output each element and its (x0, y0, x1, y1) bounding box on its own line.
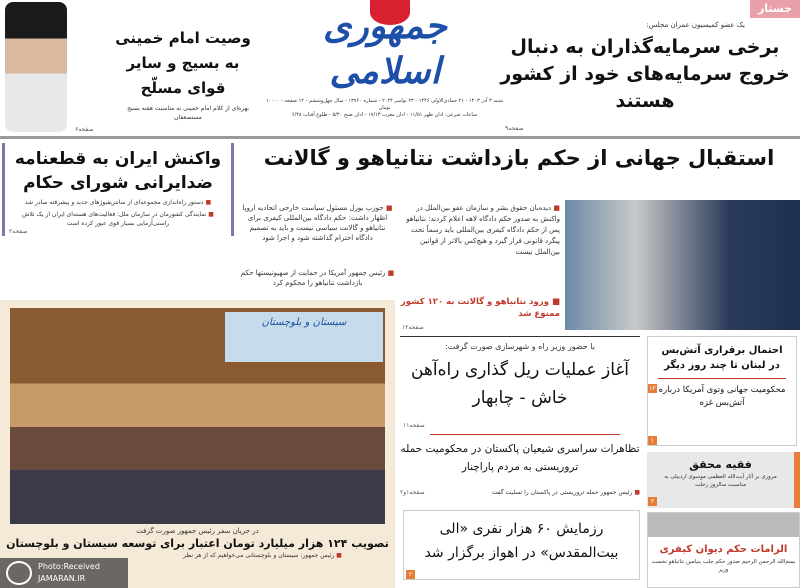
page-ref: ۱ (648, 436, 657, 445)
watermark (0, 558, 128, 588)
editorial-box (647, 512, 800, 588)
sub-text: مروری بر آثار آیت‌الله العظمی موسوی اردبیلی به مناسبت سالروز رحلت (664, 474, 777, 488)
headline-imam-will[interactable]: وصیت امام خمینی به بسیج و سایر قوای مسلّح (115, 29, 251, 97)
jamaran-logo-icon (6, 561, 32, 585)
page-ref: ۱۲ (649, 385, 656, 392)
headline-investors[interactable]: برخی سرمایه‌گذاران به دنبال خروج سرمایه‌های خود از کشور هستند (500, 36, 790, 112)
sistan-headline[interactable]: تصویب ۱۲۴ هزار میلیارد تومان اعتبار برای توسعه سیستان و بلوچستان (6, 537, 389, 550)
imam-sub: بهره‌ای از کلام امام خمینی به مناسبت هفته بسیج مستضعفان (127, 105, 249, 121)
sub-text: ■ رئیس جمهور: سیستان و بلوچستانی می‌خواهیم که از هر نظر (135, 551, 390, 560)
pakistan-sub-row (400, 488, 640, 497)
divider (430, 434, 620, 435)
netanyahu-gallant-photo (565, 200, 800, 330)
masthead (0, 0, 800, 135)
banner: سیستان و بلوچستان (225, 312, 383, 362)
col2-text: ■ جوزپ بورل مسئول سیاست خارجی اتحادیه اروپا اظهار داشت: حکم دادگاه بین‌المللی کیفری برای نتانیاهو و گالانت سیاسی نیست و باید به تصمیم دادگاه احترام گذاشته شود و اجرا شود (240, 203, 395, 243)
kicker: یک عضو کمیسیون عمران مجلس: (646, 21, 745, 29)
editorial-banner (648, 513, 799, 537)
page-ref: صفحه۱۲ (402, 324, 424, 331)
editorial-headline[interactable]: الزامات حکم دیوان کیفری (659, 544, 788, 555)
kicker: در جریان سفر رئیس جمهور صورت گرفت (136, 527, 259, 535)
faqih-headline[interactable]: فقیه محقق (689, 458, 752, 471)
photo-credit: Photo:Received (38, 562, 100, 571)
photo-story (0, 300, 395, 588)
prayer-times: ساعات شرعی: اذان ظهر ۱۱/۵۱ - اذان مغرب ۱۷/۱۳ - اذان صبح ۵/۳۰ - طلوع آفتاب ۶/۴۸ (291, 112, 478, 118)
iran-reaction-headline[interactable]: واکنش ایران به قطعنامه ضدایرانی شورای حکام (14, 149, 222, 193)
site-credit: JAMARAN.IR (38, 574, 86, 583)
col1-sub[interactable]: ■ ورود نتانیاهو و گالانت به ۱۲۰ کشور ممنوع شد (400, 296, 560, 320)
sub-text: ■ رئیس جمهور حمله تروریستی در پاکستان را تسلیت گفت (492, 488, 640, 497)
gaza-headline[interactable]: محکومیت جهانی وتوی آمریکا درباره آتش‌بس غزه (658, 385, 786, 408)
bullet-item: ■ نمایندگی کشورمان در سازمان ملل: فعالیت‌های هسته‌ای ایران از یک تلاش راستی‌آزمایی بسیار قوی عبور کرده است (5, 210, 231, 228)
caption-block (5, 526, 390, 560)
col2-sub: ■ رئیس جمهور آمریکا در حمایت از صهیونیستها حکم بازداشت نتانیاهو را محکوم کرد (240, 268, 395, 288)
faqih-box (647, 452, 800, 508)
drill-box (403, 510, 640, 580)
kicker: با حضور وزیر راه و شهرسازی صورت گرفت: (445, 342, 595, 351)
date-block (262, 98, 507, 119)
divider (400, 336, 640, 337)
col1-text: ■ دیده‌بان حقوق بشر و سازمان عفو بین‌الملل در واکنش به صدور حکم دادگاه لاهه اعلام کردند: نتانیاهو پس از حکم دادگاه کیفری بین‌المللی باید رسماً تحت پیگرد قانونی قرار گیرد و هیچ‌کس بالاتر از قوانین بین‌الملل نیست (400, 203, 560, 258)
divider (0, 136, 800, 139)
railway-headline[interactable]: آغاز عملیات ریل گذاری راه‌آهن خاش - چابهار (410, 360, 630, 408)
lebanon-headline[interactable]: احتمال برقراری آتش‌بس در لبنان تا چند روز دیگر (661, 345, 783, 371)
section-tag: جستار (750, 0, 800, 18)
page-ref: صفحه۱و۲ (400, 489, 425, 496)
lebanon-box (647, 336, 797, 446)
iran-reaction-box (2, 143, 234, 236)
page-ref: ۳ (648, 497, 657, 506)
date-line: شنبه ۳ آذر ۱۴۰۳ - ۲۱ جمادی‌الاولی ۱۴۴۶ - ۲۳ نوامبر ۲۰۲۴ - شماره ۱۳۹۶۰ - سال چهل‌وششم - ۱۲ صفحه - ۱۰۰۰۰ تومان (265, 98, 504, 111)
page-ref: صفحه۹ (505, 125, 524, 132)
newspaper-logo: جمهوری اسلامی (323, 5, 447, 92)
bullet-item: ■ دستور راه‌اندازی مجموعه‌ای از سانتریفیوژهای جدید و پیشرفته صادر شد (5, 198, 231, 207)
page-ref: صفحه۲ (9, 228, 28, 235)
pakistan-headline[interactable]: تظاهرات سراسری شیعیان پاکستان در محکومیت حمله تروریستی به مردم پاراچنار (400, 443, 640, 473)
drill-headline[interactable]: رزمایش ۶۰ هزار نفری «الی بیت‌المقدس» در اهواز برگزار شد (424, 521, 619, 561)
portrait-photo (5, 2, 67, 132)
page-ref: صفحه۱۱ (403, 422, 425, 429)
page-ref: صفحه۶ (75, 126, 94, 133)
sub-text: بسم‌الله الرحمن الرحیم صدور حکم جلب بنیامین نتانیاهو نخست وزیر (651, 559, 796, 573)
page-ref: ۲ (406, 570, 415, 579)
main-headline[interactable]: استقبال جهانی از حکم بازداشت نتانیاهو و گالانت (263, 146, 775, 170)
